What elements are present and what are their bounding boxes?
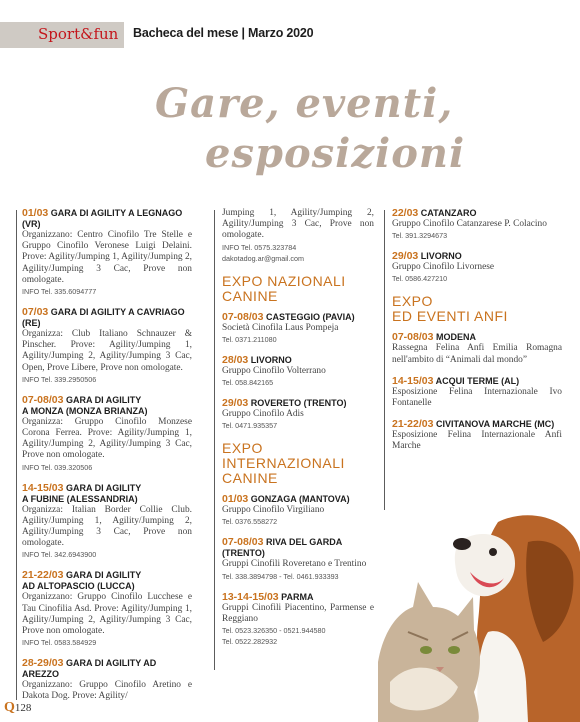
event-title: MODENA xyxy=(435,332,476,343)
event-body: Gruppo Cinofilo Catanzarese P. Colacino xyxy=(392,219,547,229)
event-title: ROVERETO (TRENTO) xyxy=(250,398,347,409)
event-date: 01/03 xyxy=(222,493,249,506)
event-info: INFO Tel. 0575.323784 xyxy=(222,242,297,252)
event-title: GARA DI AGILITY AD AREZZO xyxy=(22,658,157,680)
event-title: GARA DI AGILITY xyxy=(65,482,142,493)
section-title-line: EXPO xyxy=(222,440,263,457)
event-date: 07-08/03 xyxy=(222,536,264,549)
event-entry xyxy=(392,376,562,409)
event-date: 21-22/03 xyxy=(22,569,64,582)
event-title: GARA DI AGILITY A CAVRIAGO (RE) xyxy=(22,307,185,329)
column-rule xyxy=(214,210,215,670)
event-body: Gruppo Cinofilo Adis xyxy=(222,409,304,420)
page-number xyxy=(4,700,31,716)
event-entry xyxy=(22,208,192,297)
event-entry xyxy=(222,537,374,581)
event-title: GARA DI AGILITY xyxy=(65,570,142,581)
event-title-line2: A MONZA (MONZA BRIANZA) xyxy=(22,405,148,416)
event-date: 21-22/03 xyxy=(392,418,434,431)
event-date: 29/03 xyxy=(222,397,249,410)
event-info: INFO Tel. 0583.584929 xyxy=(22,638,97,648)
event-info: INFO Tel. 342.6943900 xyxy=(22,550,97,560)
event-body: Società Cinofila Laus Pompeja xyxy=(222,322,339,333)
event-body: Organizzano: Centro Cinofilo Tre Stelle e Gruppo Cinofilo Veronese Luigi Delaini. Prove: Agility/Jumping 1, Agility/Jumping 2, Agility/Jumping 3 Cac, Prove non omologate. xyxy=(22,230,192,285)
event-title: CIVITANOVA MARCHE (MC) xyxy=(435,419,555,430)
section-title-expo-nazionali xyxy=(222,274,374,304)
event-title: GONZAGA (MANTOVA) xyxy=(250,494,350,505)
event-date: 14-15/03 xyxy=(22,481,64,494)
column-rule xyxy=(384,210,385,510)
event-title: CATANZARO xyxy=(420,208,477,218)
event-date: 07-08/03 xyxy=(392,331,434,344)
event-email[interactable]: dakotadog.ar@gmail.com xyxy=(222,253,305,263)
event-info: Tel. 0586.427210 xyxy=(392,274,448,284)
event-title: GARA DI AGILITY A LEGNAGO (VR) xyxy=(22,208,183,229)
event-title: RIVA DEL GARDA (TRENTO) xyxy=(222,537,342,559)
event-entry xyxy=(222,355,374,388)
event-body: Gruppi Cinofili Roveretano e Trentino xyxy=(222,559,367,570)
event-info: Tel. 0471.935357 xyxy=(222,421,278,431)
event-body: Gruppo Cinofilo Livornese xyxy=(392,262,495,273)
dog-and-cat-photo xyxy=(378,512,580,722)
headline-line1: Gare, eventi, xyxy=(155,80,454,127)
event-title: PARMA xyxy=(281,591,314,602)
event-entry xyxy=(222,398,374,431)
event-title: GARA DI AGILITY xyxy=(65,394,142,405)
event-entry xyxy=(222,312,374,345)
section-title-line: INTERNAZIONALI xyxy=(222,455,345,472)
event-entry xyxy=(392,251,562,284)
event-date: 22/03 xyxy=(392,207,419,219)
event-date: 14-15/03 xyxy=(392,374,434,387)
event-date: 07/03 xyxy=(22,306,49,319)
section-title-line: CANINE xyxy=(222,470,278,487)
event-title-line2: A FUBINE (ALESSANDRIA) xyxy=(22,493,138,504)
event-body: Esposizione Felina Internazionale Anfi Marche xyxy=(392,430,562,452)
event-info: Tel. 0522.282932 xyxy=(222,637,278,647)
event-body: Organizza: Club Italiano Schnauzer & Pinscher. Prove: Agility/Jumping 1, Agility/Jumping 2, Agility/Jumping 3 Cac, Open, Prove Libere, Prove non omologate. xyxy=(22,329,192,373)
section-title-line: CANINE xyxy=(222,287,278,304)
event-date: 29/03 xyxy=(392,250,419,263)
page-number-value: 128 xyxy=(14,702,32,714)
magazine-logo: Q xyxy=(4,700,15,715)
event-date: 28-29/03 xyxy=(22,657,64,670)
section-title-line: ED EVENTI ANFI xyxy=(392,308,508,325)
event-entry xyxy=(22,483,192,561)
page-header-title: Bacheca del mese | Marzo 2020 xyxy=(133,26,314,40)
event-entry xyxy=(392,419,562,452)
section-title-expo-anfi xyxy=(392,294,562,324)
event-date: 13-14-15/03 xyxy=(222,590,279,603)
column-rule xyxy=(16,210,17,700)
event-info: Tel. 0371.211080 xyxy=(222,334,277,344)
column-2 xyxy=(222,208,374,657)
event-entry xyxy=(22,395,192,473)
event-body: Gruppi Cinofili Piacentino, Parmense e Reggiano xyxy=(222,602,374,624)
event-entry xyxy=(22,570,192,648)
event-body: Organizza: Italian Border Collie Club. Agility/Jumping 1, Agility/Jumping 2, Agility/Jumping 3 Cac, Prove non omologate. xyxy=(22,504,192,549)
event-date: 07-08/03 xyxy=(22,393,64,406)
event-info: Tel. 0523.326350 - 0521.944580 xyxy=(222,626,326,636)
section-title-line: EXPO NAZIONALI xyxy=(222,272,346,289)
event-info: Tel. 058.842165 xyxy=(222,378,274,388)
event-date: 07-08/03 xyxy=(222,310,264,323)
event-info: Tel. 338.3894798 - Tel. 0461.933393 xyxy=(222,571,339,581)
event-info: INFO Tel. 339.2950506 xyxy=(22,374,97,384)
column-1 xyxy=(22,208,192,713)
event-entry xyxy=(222,494,374,527)
event-body: Organizzano: Gruppo Cinofilo Lucchese e Tau Cinofilia Asd. Prove: Agility/Jumping 1, Agility/Jumping 2, Agility/Jumping 3 Cac, Prove non omologate. xyxy=(22,592,192,637)
event-title: LIVORNO xyxy=(250,354,292,365)
event-entry xyxy=(392,208,562,241)
event-body: Organizza: Gruppo Cinofilo Monzese Corona Ferrea. Prove: Agility/Jumping 1, Agility/Jumping 2, Agility/Jumping 3 Cac, Prove non omologate. xyxy=(22,416,192,461)
event-info: INFO Tel. 039.320506 xyxy=(22,462,93,472)
event-body: Gruppo Cinofilo Virgiliano xyxy=(222,505,325,516)
event-info: Tel. 0376.558272 xyxy=(222,517,278,527)
event-body: Gruppo Cinofilo Volterrano xyxy=(222,365,326,376)
section-tag-label: Sport&fun xyxy=(38,25,119,43)
event-info: INFO Tel. 335.6094777 xyxy=(22,287,97,297)
event-title: ACQUI TERME (AL) xyxy=(435,375,520,386)
event-entry xyxy=(22,307,192,385)
event-date: 01/03 xyxy=(22,207,49,219)
headline-line2: esposizioni xyxy=(205,130,466,177)
event-entry-continued xyxy=(222,208,374,264)
event-entry xyxy=(22,658,192,702)
event-body: Esposizione Felina Internazionale Ivo Fontanelle xyxy=(392,386,562,409)
event-body: Rassegna Felina Anfi Emilia Romagna nell'ambito di “Animali dal mondo” xyxy=(392,343,562,365)
event-title: LIVORNO xyxy=(420,251,462,262)
event-body: Jumping 1, Agility/Jumping 2, Agility/Jumping 3 Cac, Prove non omologate. xyxy=(222,208,374,241)
section-title-expo-internazionali xyxy=(222,441,374,486)
event-date: 28/03 xyxy=(222,353,249,366)
event-info: Tel. 391.3294673 xyxy=(392,231,448,241)
event-title: CASTEGGIO (PAVIA) xyxy=(265,311,355,322)
event-entry xyxy=(222,592,374,647)
event-body: Organizzano: Gruppo Cinofilo Aretino e Dakota Dog. Prove: Agility/ xyxy=(22,680,192,702)
section-title-line: EXPO xyxy=(392,293,433,310)
section-tag xyxy=(0,22,124,48)
event-entry xyxy=(392,332,562,365)
event-title-line2: AD ALTOPASCIO (LUCCA) xyxy=(22,581,135,592)
column-3 xyxy=(392,208,562,463)
